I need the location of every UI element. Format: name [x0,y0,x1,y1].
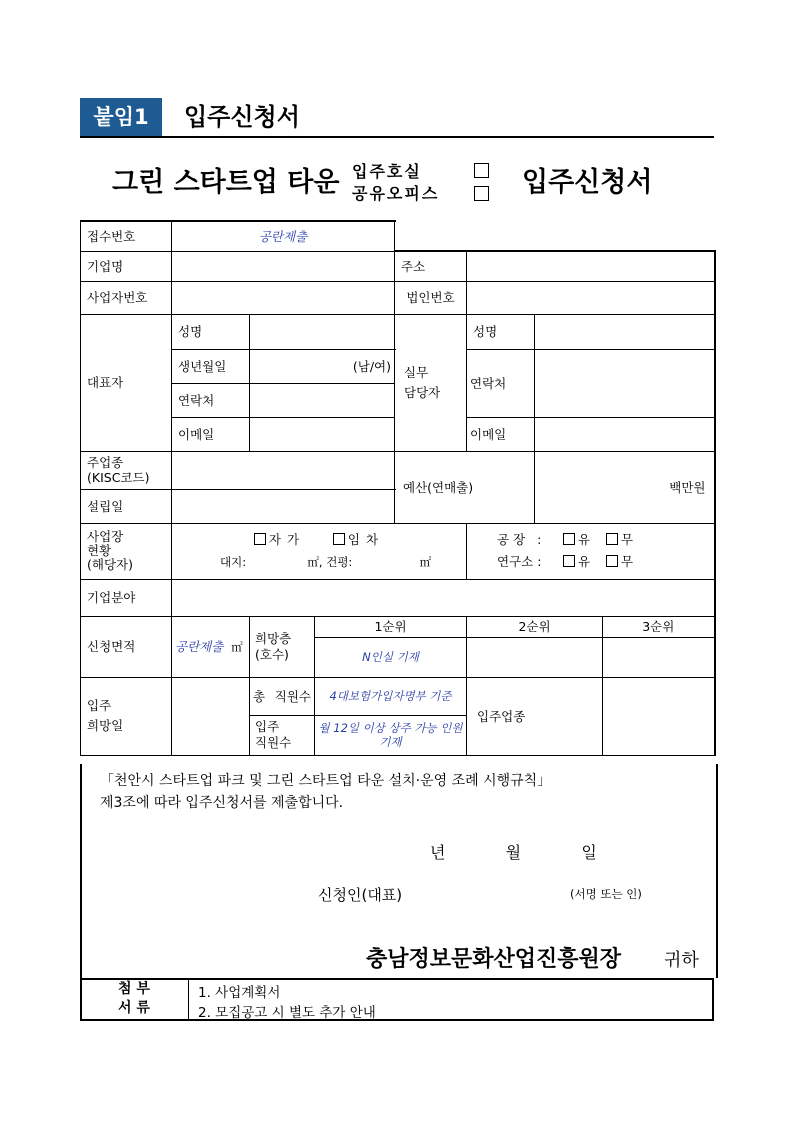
staff-name-field[interactable] [535,314,715,349]
receipt-no-label: 접수번호 [81,221,172,251]
movein-industry-label: 입주업종 [467,677,603,755]
attachments-label [80,980,189,1019]
factory-no-checkbox[interactable] [606,533,618,545]
area-field[interactable] [172,616,250,677]
budget-unit: 백만원 [669,479,706,495]
address-label: 주소 [395,251,467,281]
industry-label-line2: (KISC코드) [87,470,150,485]
facility-cell [467,523,715,579]
signature-note: (서명 또는 인) [570,887,642,901]
founded-field[interactable] [172,489,395,523]
owned-label: 자가 [268,532,306,547]
floor-label-cell [250,616,315,677]
attachments-label-line1: 첨 부 [118,981,150,997]
rep-birth-label: 생년월일 [172,349,250,383]
floor-label-line2: (호수) [255,646,289,662]
recipient-suffix: 귀하 [664,950,699,971]
lab-label: 연구소 : [497,554,542,569]
rep-email-label: 이메일 [172,417,250,451]
declaration-line1: 「천안시 스타트업 파크 및 그린 스타트업 타운 설치·운영 조례 시행규칙」 [100,773,552,789]
rep-email-field[interactable] [250,417,395,451]
rank3-field[interactable] [603,637,715,677]
lab-no-label: 무 [620,554,634,569]
resident-staff-label-cell [250,715,315,755]
staff-email-field[interactable] [535,417,715,451]
site-label-line3: (해당자) [87,557,133,572]
receipt-blank [395,221,715,251]
title-divider [80,136,714,138]
factory-yes-label: 유 [577,532,591,547]
budget-label: 예산(연매출) [395,451,535,523]
land-area-label: 대지: [220,555,247,569]
movein-label-line2: 희망일 [87,718,124,733]
movein-label-cell [81,677,172,755]
declaration-text [100,770,551,814]
rep-contact-label: 연락처 [172,383,250,417]
applicant-label: 신청인(대표) [318,886,403,904]
application-form [80,220,716,756]
site-label-cell [81,523,172,579]
lab-yes-label: 유 [577,554,591,569]
total-staff-label: 총 직원수 [250,677,315,715]
biz-reg-no-label: 사업자번호 [81,281,172,314]
leased-checkbox[interactable] [333,533,345,545]
leased-label: 임차 [347,532,385,547]
rank2-field[interactable] [467,637,603,677]
company-name-field[interactable] [172,251,395,281]
factory-no-label: 무 [620,532,634,547]
staff-name-label: 성명 [467,314,535,349]
corp-reg-no-label: 법인번호 [395,281,467,314]
floor-area-unit: ㎡ [419,555,432,569]
staff-contact-label: 연락처 [467,349,535,417]
attachment-item-1: 1. 사업계획서 [198,985,281,1001]
founded-label: 설립일 [81,489,172,523]
floor-label-line1: 희망층 [255,630,292,646]
document-heading: 입주신청서 [184,103,300,131]
rank1-field[interactable]: N인실 기재 [315,637,467,677]
business-field-input[interactable] [172,579,715,616]
rep-gender-note: (남/여) [352,358,391,374]
industry-label-line1: 주업종 [87,455,124,470]
declaration-line2: 제3조에 따라 입주신청서를 제출합니다. [100,795,344,811]
recipient-name: 충남정보문화산업진흥원장 [366,947,622,972]
factory-yes-checkbox[interactable] [563,533,575,545]
attachments-label-line2: 서 류 [118,1000,150,1016]
staff-contact-field[interactable] [535,349,715,417]
industry-label-cell [81,451,172,489]
staff-label-line1: 실무 [404,364,429,380]
date-line [430,840,599,863]
resident-staff-label-line1: 입주 [255,719,280,734]
company-name-label: 기업명 [81,251,172,281]
total-staff-field[interactable]: 4대보험가입자명부 기준 [315,677,467,715]
rank1-header: 1순위 [315,616,467,637]
rep-name-field[interactable] [250,314,395,349]
rep-birth-field[interactable] [250,349,395,383]
receipt-no-field[interactable]: 공란제출 [172,221,395,251]
main-title-right: 입주신청서 [522,167,653,198]
biz-reg-no-field[interactable] [172,281,395,314]
option-shared-office-checkbox[interactable] [474,186,489,201]
rep-name-label: 성명 [172,314,250,349]
site-ownership-cell [172,523,467,579]
rep-contact-field[interactable] [250,383,395,417]
option-room-checkbox[interactable] [474,163,489,178]
staff-label-line2: 담당자 [404,384,441,400]
lab-no-checkbox[interactable] [606,555,618,567]
area-unit: ㎡ [231,639,243,654]
date-month: 월 [505,843,524,862]
date-year: 년 [430,843,448,862]
area-label: 신청면적 [81,616,172,677]
option-shared-office-label: 공유오피스 [352,184,440,203]
option-room-label: 입주호실 [352,162,422,181]
resident-staff-label-line2: 직원수 [255,735,292,750]
area-value: 공란제출 [175,638,224,654]
rank3-header: 3순위 [603,616,715,637]
staff-label-cell [395,314,467,451]
land-area-unit: ㎡, 건평: [307,555,353,569]
main-title-left: 그린 스타트업 타운 [112,167,340,198]
industry-field[interactable] [172,451,395,489]
lab-yes-checkbox[interactable] [563,555,575,567]
movein-label-line1: 입주 [87,698,112,713]
movein-date-field[interactable] [172,677,250,755]
factory-label: 공장 : [497,532,546,547]
movein-industry-field[interactable] [603,677,715,755]
attachment-item-2: 2. 모집공고 시 별도 추가 안내 [198,1005,376,1021]
budget-field[interactable] [535,451,715,523]
attachment-badge: 붙임1 [80,98,162,136]
staff-email-label: 이메일 [467,417,535,451]
rank2-header: 2순위 [467,616,603,637]
owned-checkbox[interactable] [254,533,266,545]
corp-reg-no-field[interactable] [467,281,715,314]
resident-staff-field[interactable]: 월 12일 이상 상주 가능 인원 기재 [315,715,467,755]
business-field-label: 기업분야 [81,579,172,616]
date-day: 일 [581,843,599,862]
site-label-line2: 현황 [87,543,112,558]
site-label-line1: 사업장 [87,529,124,544]
representative-label: 대표자 [81,314,172,451]
address-field[interactable] [467,251,715,281]
